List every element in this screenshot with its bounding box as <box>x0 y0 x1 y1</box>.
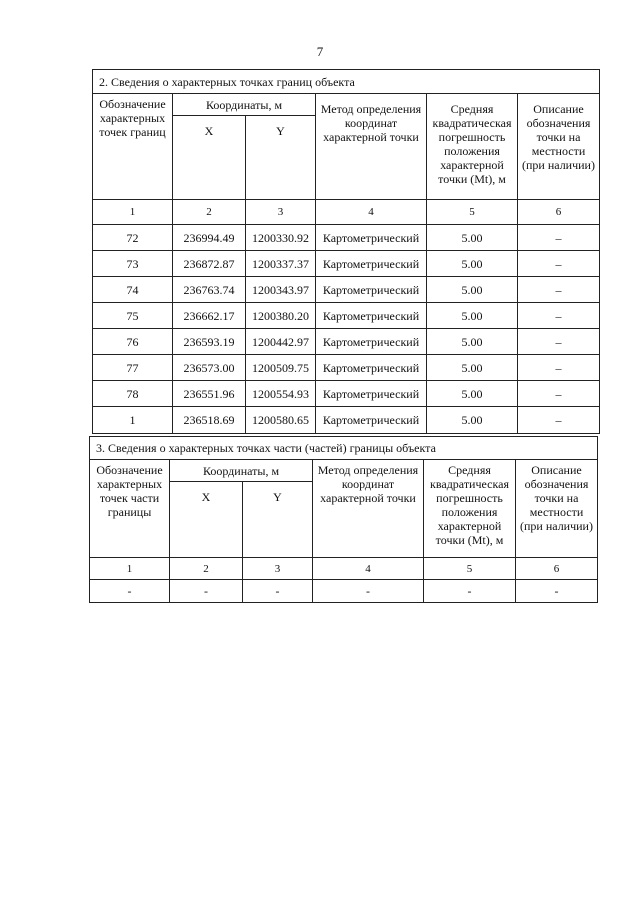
description: – <box>518 277 600 303</box>
coord-x: - <box>170 580 243 603</box>
column-number: 6 <box>518 200 600 225</box>
accuracy: 5.00 <box>427 355 518 381</box>
column-number: 2 <box>170 558 243 580</box>
header-description: Описание обозначения точки на местности (при наличии) <box>516 460 598 558</box>
coord-y: - <box>243 580 313 603</box>
coord-x: 236662.17 <box>173 303 246 329</box>
coord-x: 236518.69 <box>173 407 246 434</box>
point-id: 76 <box>93 329 173 355</box>
accuracy: 5.00 <box>427 225 518 251</box>
accuracy: 5.00 <box>427 381 518 407</box>
coord-y: 1200442.97 <box>246 329 316 355</box>
column-number: 6 <box>516 558 598 580</box>
method: Картометрический <box>316 303 427 329</box>
column-number: 5 <box>424 558 516 580</box>
point-id: 78 <box>93 381 173 407</box>
column-number: 1 <box>90 558 170 580</box>
column-number: 3 <box>246 200 316 225</box>
header-accuracy: Средняя квадратическая погрешность положения характерной точки (Mt), м <box>424 460 516 558</box>
description: – <box>518 381 600 407</box>
column-number: 3 <box>243 558 313 580</box>
coord-y: 1200343.97 <box>246 277 316 303</box>
column-number: 4 <box>313 558 424 580</box>
coord-y: 1200509.75 <box>246 355 316 381</box>
table-row <box>93 303 600 329</box>
coord-y: 1200330.92 <box>246 225 316 251</box>
section-title: 3. Сведения о характерных точках части (частей) границы объекта <box>90 437 598 460</box>
table-row <box>93 381 600 407</box>
header-x: X <box>173 116 246 200</box>
coord-x: 236763.74 <box>173 277 246 303</box>
method: Картометрический <box>316 355 427 381</box>
table-row <box>93 329 600 355</box>
header-coordinates: Координаты, м <box>173 94 316 116</box>
column-number: 4 <box>316 200 427 225</box>
table-row <box>93 355 600 381</box>
description: – <box>518 329 600 355</box>
method: Картометрический <box>316 251 427 277</box>
header-method: Метод определения координат характерной точки <box>313 460 424 558</box>
coord-x: 236551.96 <box>173 381 246 407</box>
description: – <box>518 355 600 381</box>
method: Картометрический <box>316 329 427 355</box>
part-boundary-points-table <box>89 436 598 603</box>
method: Картометрический <box>316 407 427 434</box>
description: – <box>518 251 600 277</box>
description: – <box>518 225 600 251</box>
header-accuracy: Средняя квадратическая погрешность положения характерной точки (Mt), м <box>427 94 518 200</box>
coord-x: 236573.00 <box>173 355 246 381</box>
method: Картометрический <box>316 225 427 251</box>
point-id: 77 <box>93 355 173 381</box>
description: – <box>518 407 600 434</box>
header-coordinates: Координаты, м <box>170 460 313 482</box>
description: - <box>516 580 598 603</box>
header-y: Y <box>246 116 316 200</box>
table-row <box>93 225 600 251</box>
accuracy: 5.00 <box>427 277 518 303</box>
point-id: 73 <box>93 251 173 277</box>
header-y: Y <box>243 482 313 558</box>
description: – <box>518 303 600 329</box>
coord-x: 236593.19 <box>173 329 246 355</box>
header-point: Обозначение характерных точек границ <box>93 94 173 200</box>
method: - <box>313 580 424 603</box>
table-row <box>93 251 600 277</box>
coord-x: 236994.49 <box>173 225 246 251</box>
header-description: Описание обозначения точки на местности (при наличии) <box>518 94 600 200</box>
method: Картометрический <box>316 381 427 407</box>
point-id: 72 <box>93 225 173 251</box>
table-row <box>93 407 600 434</box>
coord-y: 1200580.65 <box>246 407 316 434</box>
accuracy: 5.00 <box>427 251 518 277</box>
characteristic-points-table <box>92 69 600 434</box>
header-point: Обозначение характерных точек части границы <box>90 460 170 558</box>
method: Картометрический <box>316 277 427 303</box>
header-method: Метод определения координат характерной точки <box>316 94 427 200</box>
point-id: - <box>90 580 170 603</box>
table-row <box>93 277 600 303</box>
column-number: 2 <box>173 200 246 225</box>
coord-x: 236872.87 <box>173 251 246 277</box>
accuracy: - <box>424 580 516 603</box>
table-row <box>90 580 598 603</box>
coord-y: 1200554.93 <box>246 381 316 407</box>
accuracy: 5.00 <box>427 407 518 434</box>
accuracy: 5.00 <box>427 303 518 329</box>
coord-y: 1200337.37 <box>246 251 316 277</box>
point-id: 1 <box>93 407 173 434</box>
column-number: 5 <box>427 200 518 225</box>
point-id: 75 <box>93 303 173 329</box>
section-title: 2. Сведения о характерных точках границ объекта <box>93 70 600 94</box>
coord-y: 1200380.20 <box>246 303 316 329</box>
column-number: 1 <box>93 200 173 225</box>
header-x: X <box>170 482 243 558</box>
page-number: 7 <box>316 44 324 59</box>
accuracy: 5.00 <box>427 329 518 355</box>
point-id: 74 <box>93 277 173 303</box>
